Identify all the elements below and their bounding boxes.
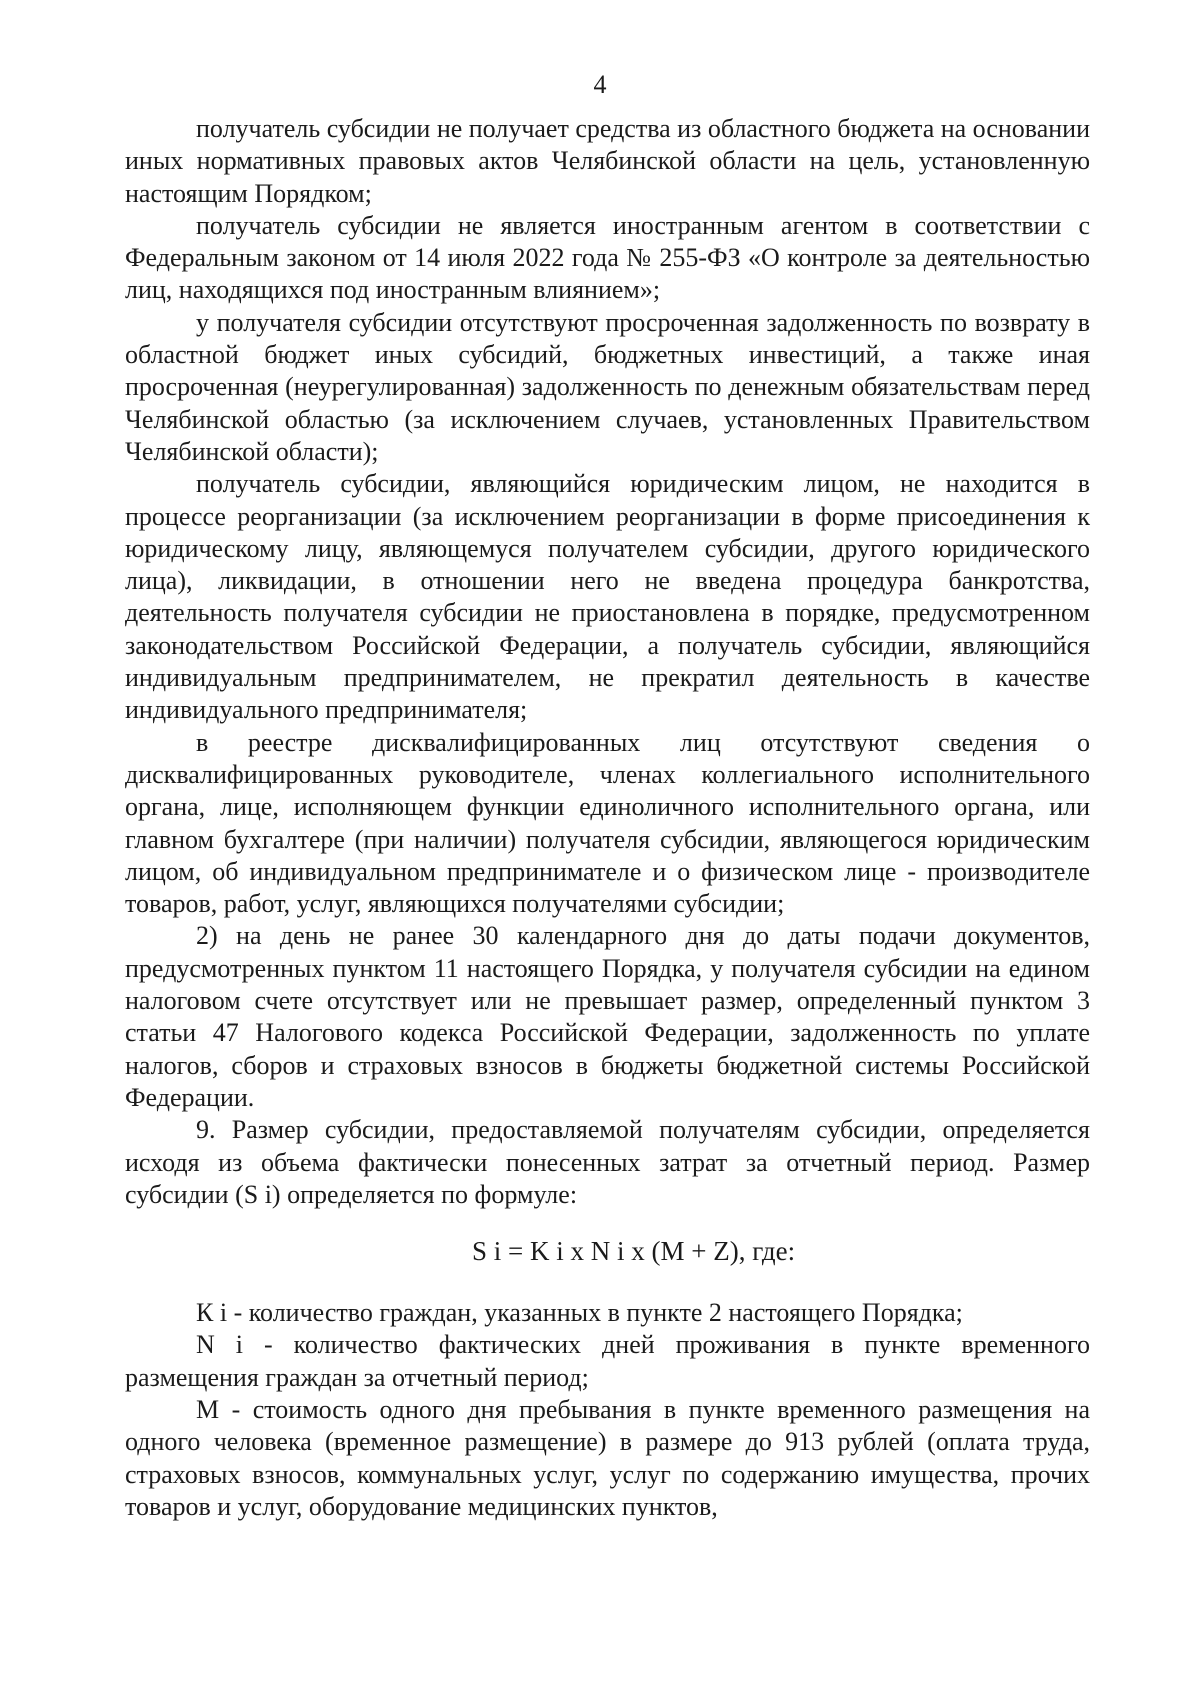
page-number: 4 — [593, 70, 607, 99]
paragraph-definition-n: N i - количество фактических дней проживания в пункте временного размещения граждан за отчетный период; — [125, 1330, 1090, 1392]
paragraph-disqualified-persons: в реестре дисквалифицированных лиц отсутствуют сведения о дисквалифицированных руководителе, членах коллегиального исполнительного органа, лице, исполняющем функции единоличного исполнительного органа, или главном бухгалтере (при наличии) получателя субсидии, являющегося юридическим лицом, об индивидуальном предпринимателе и о физическом лице - производителе товаров, работ, услуг, являющихся получателями субсидии; — [125, 727, 1090, 919]
paragraph-definition-m: М - стоимость одного дня пребывания в пункте временного размещения на одного человека (временное размещение) в размере до 913 рублей (оплата труда, страховых взносов, коммунальных услуг, услуг по содержанию имущества, прочих товаров и услуг, оборудование медицинских пунктов, — [125, 1394, 1090, 1521]
paragraph-no-reorganization: получатель субсидии, являющийся юридическим лицом, не находится в процессе реорганизации (за исключением реорганизации в форме присоединения к юридическому лицу, являющемуся получателем субсидии, другого юридического лица), ликвидации, в отношении него не введена процедура банкротства, деятельность получателя субсидии не приостановлена в порядке, предусмотренном законодательством Российской Федерации, а получатель субсидии, являющийся индивидуальным предпринимателем, не прекратил деятельность в качестве индивидуального предпринимателя; — [125, 469, 1090, 725]
paragraph-no-overdue-debt: у получателя субсидии отсутствуют просроченная задолженность по возврату в областной бюджет иных субсидий, бюджетных инвестиций, а также иная просроченная (неурегулированная) задолженность по денежным обязательствам перед Челябинской областью (за исключением случаев, установленных Правительством Челябинской области); — [125, 307, 1090, 466]
document-body — [125, 113, 1090, 1523]
paragraph-no-other-funding: получатель субсидии не получает средства из областного бюджета на основании иных нормативных правовых актов Челябинской области на цель, установленную настоящим Порядком; — [125, 114, 1091, 208]
paragraph-definition-k: К i - количество граждан, указанных в пункте 2 настоящего Порядка; — [196, 1298, 963, 1328]
paragraph-not-foreign-agent: получатель субсидии не является иностранным агентом в соответствии с Федеральным законом от 14 июля 2022 года № 255-ФЗ «О контроле за деятельностью лиц, находящихся под иностранным влиянием»; — [125, 210, 1090, 305]
paragraph-subsidy-size: 9. Размер субсидии, предоставляемой получателям субсидии, определяется исходя из объема фактически понесенных затрат за отчетный период. Размер субсидии (S i) определяется по формуле: — [125, 1115, 1090, 1209]
subsidy-formula: S i = K i x N i x (M + Z), где: — [472, 1236, 796, 1267]
paragraph-tax-debt: 2) на день не ранее 30 календарного дня до даты подачи документов, предусмотренных пунктом 11 настоящего Порядка, у получателя субсидии на едином налоговом счете отсутствует или не превышает размер, определенный пунктом 3 статьи 47 Налогового кодекса Российской Федерации, задолженность по уплате налогов, сборов и страховых взносов в бюджеты бюджетной системы Российской Федерации. — [125, 921, 1090, 1112]
